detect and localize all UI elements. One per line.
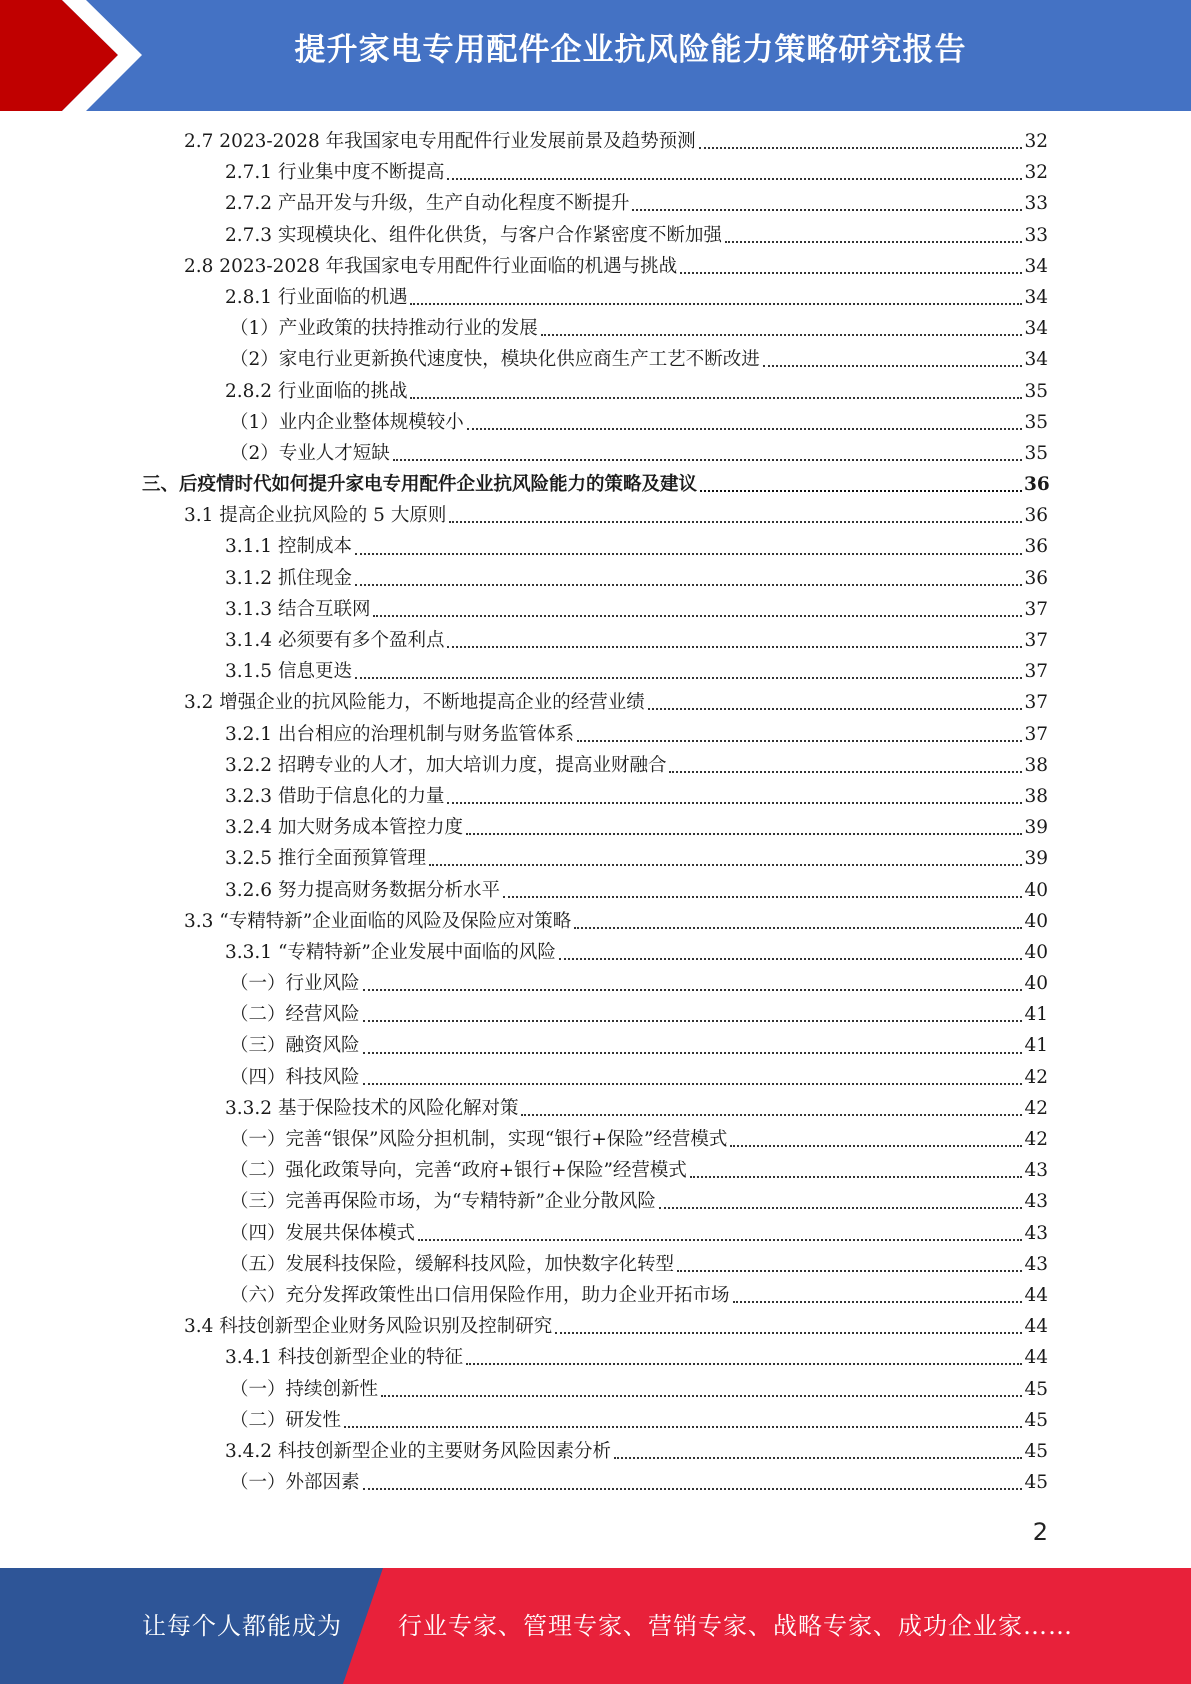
- toc-entry-label: （四）发展共保体模式: [230, 1222, 416, 1244]
- toc-entry-label: 2.8.2 行业面临的挑战: [225, 380, 408, 402]
- toc-dot-leader: [363, 1487, 1022, 1490]
- toc-entry-page: 37: [1024, 661, 1048, 683]
- toc-entry-label: （1）产业政策的扶持推动行业的发展: [230, 318, 538, 340]
- toc-entry[interactable]: [0, 875, 1191, 906]
- toc-entry[interactable]: [0, 1311, 1191, 1342]
- toc-entry-page: 41: [1024, 1035, 1048, 1057]
- toc-entry-label: 2.7.2 产品开发与升级，生产自动化程度不断提升: [225, 193, 630, 215]
- toc-entry[interactable]: [0, 1467, 1191, 1498]
- toc-dot-leader: [632, 208, 1022, 211]
- toc-entry-page: 43: [1024, 1160, 1048, 1182]
- toc-entry-page: 45: [1024, 1378, 1048, 1400]
- toc-dot-leader: [447, 645, 1022, 648]
- toc-dot-leader: [418, 1238, 1022, 1241]
- toc-entry-page: 41: [1024, 1004, 1048, 1026]
- toc-entry-page: 34: [1024, 255, 1048, 277]
- toc-entry-page: 37: [1024, 692, 1048, 714]
- toc-entry-label: 3.4.2 科技创新型企业的主要财务风险因素分析: [225, 1440, 611, 1462]
- toc-entry-label: （二）经营风险: [230, 1004, 360, 1026]
- footer-slogan-left: 让每个人都能成为: [142, 1612, 342, 1640]
- toc-dot-leader: [355, 583, 1022, 586]
- toc-entry-label: （1）业内企业整体规模较小: [230, 411, 464, 433]
- toc-dot-leader: [363, 988, 1022, 991]
- toc-entry[interactable]: [0, 1218, 1191, 1249]
- toc-dot-leader: [363, 1051, 1022, 1054]
- toc-entry-page: 42: [1024, 1097, 1048, 1119]
- toc-entry-label: 3.1.1 控制成本: [225, 536, 352, 558]
- toc-dot-leader: [659, 1206, 1022, 1209]
- toc-entry-label: 3.2.1 出台相应的治理机制与财务监管体系: [225, 723, 574, 745]
- toc-entry-label: （一）行业风险: [230, 973, 360, 995]
- toc-entry[interactable]: [0, 251, 1191, 282]
- toc-entry-page: 35: [1024, 442, 1048, 464]
- toc-entry[interactable]: [0, 1374, 1191, 1405]
- toc-entry-page: 40: [1024, 879, 1048, 901]
- toc-entry-label: 3.1.3 结合互联网: [225, 598, 371, 620]
- toc-dot-leader: [355, 552, 1022, 555]
- toc-dot-leader: [363, 1082, 1022, 1085]
- toc-entry[interactable]: [0, 1405, 1191, 1436]
- toc-entry-page: 36: [1024, 505, 1048, 527]
- toc-entry-page: 32: [1024, 131, 1048, 152]
- toc-entry-page: 32: [1024, 162, 1048, 184]
- toc-entry[interactable]: [0, 438, 1191, 469]
- toc-entry[interactable]: [0, 750, 1191, 781]
- toc-dot-leader: [699, 146, 1022, 149]
- toc-entry-label: 3.2.2 招聘专业的人才，加大培训力度，提高业财融合: [225, 754, 667, 776]
- toc-entry-label: 2.8.1 行业面临的机遇: [225, 286, 408, 308]
- toc-entry-label: （三）完善再保险市场，为“专精特新”企业分散风险: [230, 1191, 656, 1213]
- toc-entry-page: 44: [1024, 1284, 1048, 1306]
- page-number: 2: [1032, 1518, 1048, 1546]
- toc-dot-leader: [344, 1425, 1022, 1428]
- toc-entry-label: 2.7.1 行业集中度不断提高: [225, 162, 445, 184]
- toc-dot-leader: [503, 895, 1022, 898]
- toc-entry[interactable]: [0, 1155, 1191, 1186]
- toc-entry-label: 2.7 2023-2028 年我国家电专用配件行业发展前景及趋势预测: [184, 131, 696, 152]
- toc-dot-leader: [521, 1113, 1022, 1116]
- toc-entry[interactable]: [0, 937, 1191, 968]
- toc-entry[interactable]: [0, 594, 1191, 625]
- toc-dot-leader: [559, 957, 1022, 960]
- toc-entry-label: （2）家电行业更新换代速度快，模块化供应商生产工艺不断改进: [230, 349, 760, 371]
- toc-entry[interactable]: [0, 126, 1191, 157]
- page-header: [0, 0, 1191, 111]
- toc-dot-leader: [355, 676, 1022, 679]
- toc-entry-page: 36: [1024, 536, 1048, 558]
- toc-entry-page: 37: [1024, 723, 1048, 745]
- toc-entry-page: 40: [1024, 910, 1048, 932]
- page-footer: [0, 1568, 1191, 1684]
- toc-entry[interactable]: [0, 1062, 1191, 1093]
- toc-entry-page: 35: [1024, 380, 1048, 402]
- toc-dot-leader: [410, 396, 1022, 399]
- toc-entry-page: 39: [1024, 817, 1048, 839]
- toc-entry[interactable]: [0, 1030, 1191, 1061]
- toc-entry[interactable]: [0, 687, 1191, 718]
- toc-entry[interactable]: [0, 999, 1191, 1030]
- toc-entry[interactable]: [0, 1436, 1191, 1467]
- toc-entry-page: 39: [1024, 848, 1048, 870]
- toc-entry[interactable]: [0, 1249, 1191, 1280]
- toc-entry-page: 34: [1024, 349, 1048, 371]
- toc-entry[interactable]: [0, 719, 1191, 750]
- toc-entry-label: 3.2.6 努力提高财务数据分析水平: [225, 879, 500, 901]
- toc-entry-label: 2.8 2023-2028 年我国家电专用配件行业面临的机遇与挑战: [184, 255, 678, 277]
- toc-dot-leader: [410, 302, 1022, 305]
- toc-entry[interactable]: [0, 1093, 1191, 1124]
- toc-entry-page: 35: [1024, 411, 1048, 433]
- toc-entry[interactable]: [0, 282, 1191, 313]
- toc-entry-page: 36: [1024, 474, 1050, 496]
- toc-dot-leader: [690, 1175, 1022, 1178]
- toc-entry[interactable]: [0, 843, 1191, 874]
- toc-entry[interactable]: [0, 220, 1191, 251]
- toc-dot-leader: [466, 832, 1022, 835]
- toc-entry[interactable]: [0, 625, 1191, 656]
- toc-entry[interactable]: [0, 656, 1191, 687]
- toc-entry-page: 43: [1024, 1222, 1048, 1244]
- toc-dot-leader: [680, 271, 1022, 274]
- toc-entry[interactable]: [0, 469, 1191, 500]
- toc-entry-page: 42: [1024, 1129, 1048, 1150]
- toc-dot-leader: [730, 1144, 1022, 1147]
- toc-entry-label: 2.7.3 实现模块化、组件化供货，与客户合作紧密度不断加强: [225, 224, 722, 246]
- toc-entry[interactable]: [0, 968, 1191, 999]
- toc-dot-leader: [725, 240, 1022, 243]
- toc-entry-page: 45: [1024, 1440, 1048, 1462]
- toc-entry-page: 34: [1024, 318, 1048, 340]
- toc-entry[interactable]: [0, 563, 1191, 594]
- report-title: 提升家电专用配件企业抗风险能力策略研究报告: [294, 32, 967, 68]
- toc-dot-leader: [555, 1331, 1022, 1334]
- toc-entry-label: （二）研发性: [230, 1409, 342, 1431]
- toc-dot-leader: [393, 458, 1022, 461]
- toc-entry-label: 3.1 提高企业抗风险的 5 大原则: [184, 505, 447, 527]
- toc-entry-page: 34: [1024, 286, 1048, 308]
- toc-dot-leader: [467, 427, 1022, 430]
- toc-dot-leader: [363, 1019, 1022, 1022]
- toc-entry-label: 3.1.4 必须要有多个盈利点: [225, 630, 445, 651]
- toc-entry[interactable]: [0, 188, 1191, 219]
- toc-entry-label: （四）科技风险: [230, 1066, 360, 1088]
- table-of-contents: [0, 126, 1191, 1498]
- toc-entry-page: 40: [1024, 941, 1048, 963]
- toc-entry-label: （一）外部因素: [230, 1472, 360, 1494]
- toc-entry-page: 44: [1024, 1347, 1048, 1369]
- toc-dot-leader: [429, 863, 1022, 866]
- toc-dot-leader: [669, 770, 1022, 773]
- toc-dot-leader: [447, 801, 1022, 804]
- toc-entry-label: 3.4.1 科技创新型企业的特征: [225, 1347, 463, 1369]
- toc-entry-page: 43: [1024, 1253, 1048, 1275]
- toc-entry-page: 40: [1024, 973, 1048, 995]
- toc-dot-leader: [733, 1300, 1022, 1303]
- toc-entry-page: 42: [1024, 1066, 1048, 1088]
- toc-entry-label: 3.2 增强企业的抗风险能力，不断地提高企业的经营业绩: [184, 692, 645, 714]
- toc-entry-label: 3.4 科技创新型企业财务风险识别及控制研究: [184, 1316, 553, 1338]
- toc-dot-leader: [574, 926, 1022, 929]
- toc-entry[interactable]: [0, 1124, 1191, 1155]
- toc-dot-leader: [381, 1394, 1022, 1397]
- toc-entry[interactable]: [0, 781, 1191, 812]
- toc-entry-label: （三）融资风险: [230, 1035, 360, 1057]
- toc-entry-label: （2）专业人才短缺: [230, 442, 390, 464]
- toc-entry-page: 44: [1024, 1316, 1048, 1338]
- toc-entry[interactable]: [0, 376, 1191, 407]
- toc-entry-label: 3.2.4 加大财务成本管控力度: [225, 817, 463, 839]
- toc-dot-leader: [648, 707, 1022, 710]
- toc-entry[interactable]: [0, 313, 1191, 344]
- toc-entry-label: （二）强化政策导向，完善“政府+银行+保险”经营模式: [230, 1160, 687, 1182]
- toc-entry-page: 43: [1024, 1191, 1048, 1213]
- toc-entry-page: 45: [1024, 1472, 1048, 1494]
- toc-dot-leader: [541, 333, 1022, 336]
- toc-entry[interactable]: [0, 407, 1191, 438]
- toc-dot-leader: [614, 1456, 1022, 1459]
- toc-entry-label: （一）持续创新性: [230, 1378, 379, 1400]
- toc-entry-page: 36: [1024, 567, 1048, 589]
- toc-dot-leader: [763, 364, 1022, 367]
- toc-dot-leader: [449, 520, 1022, 523]
- footer-slogan-right: 行业专家、管理专家、营销专家、战略专家、成功企业家……: [398, 1612, 1073, 1640]
- toc-entry-page: 33: [1024, 224, 1048, 246]
- toc-entry[interactable]: [0, 1186, 1191, 1217]
- toc-entry-page: 33: [1024, 193, 1048, 215]
- toc-entry[interactable]: [0, 531, 1191, 562]
- toc-entry-page: 38: [1024, 754, 1048, 776]
- toc-dot-leader: [466, 1362, 1022, 1365]
- toc-entry[interactable]: [0, 812, 1191, 843]
- toc-entry-label: （六）充分发挥政策性出口信用保险作用，助力企业开拓市场: [230, 1284, 730, 1306]
- toc-entry-page: 37: [1024, 630, 1048, 651]
- toc-entry-label: 3.3 “专精特新”企业面临的风险及保险应对策略: [184, 910, 572, 932]
- toc-entry-label: 3.2.3 借助于信息化的力量: [225, 785, 445, 807]
- toc-entry-label: 3.1.2 抓住现金: [225, 567, 352, 589]
- toc-entry[interactable]: [0, 906, 1191, 937]
- header-arrow-decoration: [0, 0, 160, 111]
- toc-dot-leader: [677, 1269, 1022, 1272]
- toc-entry-label: 3.3.1 “专精特新”企业发展中面临的风险: [225, 941, 556, 963]
- toc-dot-leader: [373, 614, 1022, 617]
- toc-entry-label: 三、后疫情时代如何提升家电专用配件企业抗风险能力的策略及建议: [142, 474, 698, 496]
- toc-entry-page: 37: [1024, 598, 1048, 620]
- toc-dot-leader: [577, 739, 1022, 742]
- toc-entry-label: 3.2.5 推行全面预算管理: [225, 848, 426, 870]
- toc-entry-label: （五）发展科技保险，缓解科技风险，加快数字化转型: [230, 1253, 675, 1275]
- toc-entry-page: 38: [1024, 785, 1048, 807]
- toc-entry-label: 3.1.5 信息更迭: [225, 661, 352, 683]
- toc-entry[interactable]: [0, 1280, 1191, 1311]
- toc-entry[interactable]: [0, 500, 1191, 531]
- toc-entry[interactable]: [0, 1342, 1191, 1373]
- toc-entry[interactable]: [0, 157, 1191, 188]
- toc-entry-label: （一）完善“银保”风险分担机制，实现“银行+保险”经营模式: [230, 1129, 728, 1150]
- toc-entry-page: 45: [1024, 1409, 1048, 1431]
- toc-dot-leader: [447, 177, 1022, 180]
- toc-entry-label: 3.3.2 基于保险技术的风险化解对策: [225, 1097, 519, 1119]
- toc-entry[interactable]: [0, 344, 1191, 375]
- toc-dot-leader: [700, 489, 1022, 492]
